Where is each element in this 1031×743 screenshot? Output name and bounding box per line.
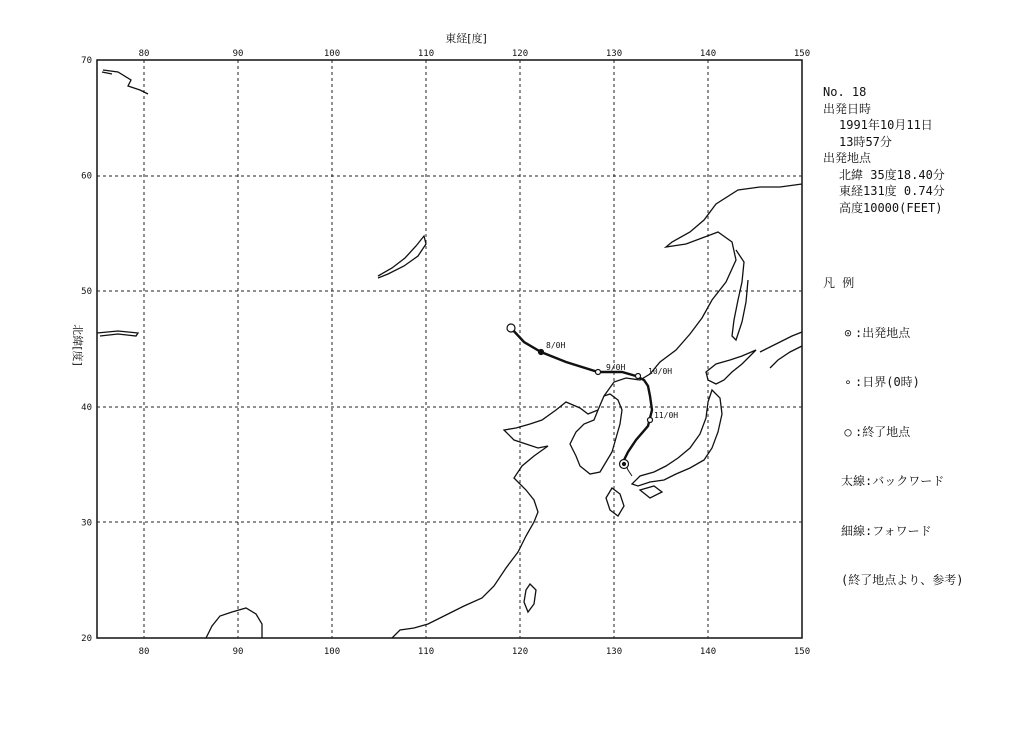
lat-tick-label: 20	[81, 634, 92, 644]
lat-tick-label: 50	[81, 287, 92, 298]
track-labels	[546, 341, 678, 420]
track-label-9: 9/0H	[606, 363, 626, 372]
track-label-8: 8/0H	[546, 341, 566, 350]
departure-latitude: 北緯 35度18.40分	[839, 167, 945, 182]
info-panel	[823, 84, 1028, 622]
map-frame	[97, 60, 802, 638]
departure-altitude: 高度10000(FEET)	[839, 200, 943, 215]
top-longitude-ticks	[139, 49, 811, 59]
lon-tick-label: 110	[417, 647, 435, 657]
departure-datetime-label: 出発日時	[823, 101, 872, 116]
track-label-10: 10/0H	[648, 367, 673, 376]
lon-tick-label: 110	[417, 49, 435, 59]
day-boundary-marker	[648, 418, 653, 423]
start-point-icon: ⊙	[844, 325, 852, 340]
lon-tick-label: 100	[323, 49, 341, 59]
legend-item: 細線:フォワード	[841, 523, 932, 538]
trajectory-number: No. 18	[823, 85, 867, 99]
legend	[823, 242, 1028, 622]
legend-item: (終了地点より、参考)	[841, 573, 964, 587]
lat-tick-label: 60	[81, 171, 92, 182]
lon-tick-label: 130	[605, 647, 623, 657]
lon-tick-label: 140	[699, 647, 717, 657]
legend-title: 凡 例	[823, 276, 855, 290]
departure-point-label: 出発地点	[823, 151, 872, 165]
track-label-11: 11/0H	[654, 411, 679, 420]
legend-item: ⊙ :出発地点	[823, 325, 1028, 342]
lat-tick-label: 30	[81, 518, 92, 529]
lat-tick-label: 70	[81, 56, 92, 66]
day-boundary-icon: ∘	[844, 375, 852, 389]
start-point-marker-dot	[623, 463, 626, 466]
departure-date: 1991年10月11日	[839, 118, 933, 132]
grid-lines	[97, 60, 802, 638]
top-axis-title: 東経[度]	[445, 32, 487, 45]
lon-tick-label: 120	[511, 49, 529, 59]
lat-tick-label: 40	[81, 402, 92, 413]
lon-tick-label: 120	[511, 647, 529, 657]
lon-tick-label: 80	[138, 647, 150, 657]
day-boundary-marker	[539, 350, 544, 355]
lon-tick-label: 90	[232, 647, 244, 657]
lon-tick-label: 150	[793, 49, 811, 59]
lon-tick-label: 150	[793, 647, 811, 657]
day-boundary-marker	[636, 374, 641, 379]
lon-tick-label: 100	[323, 647, 341, 657]
lon-tick-label: 140	[699, 49, 717, 59]
end-point-marker	[507, 324, 515, 332]
lon-tick-label: 130	[605, 49, 623, 59]
trajectory	[511, 328, 652, 476]
departure-longitude: 東経131度 0.74分	[839, 184, 945, 198]
legend-item: 太線:バックワード	[841, 474, 945, 488]
departure-time: 13時57分	[839, 134, 892, 149]
legend-item: ∘ :日界(0時)	[823, 374, 1028, 391]
legend-item: ○ :終了地点	[823, 424, 1028, 441]
end-point-icon: ○	[844, 424, 852, 439]
bottom-longitude-ticks	[139, 647, 811, 657]
coastlines	[97, 70, 802, 638]
left-axis-title: 北緯[度]	[71, 324, 84, 366]
lon-tick-label: 80	[138, 49, 150, 59]
lon-tick-label: 90	[232, 49, 244, 59]
day-boundary-marker	[596, 370, 601, 375]
